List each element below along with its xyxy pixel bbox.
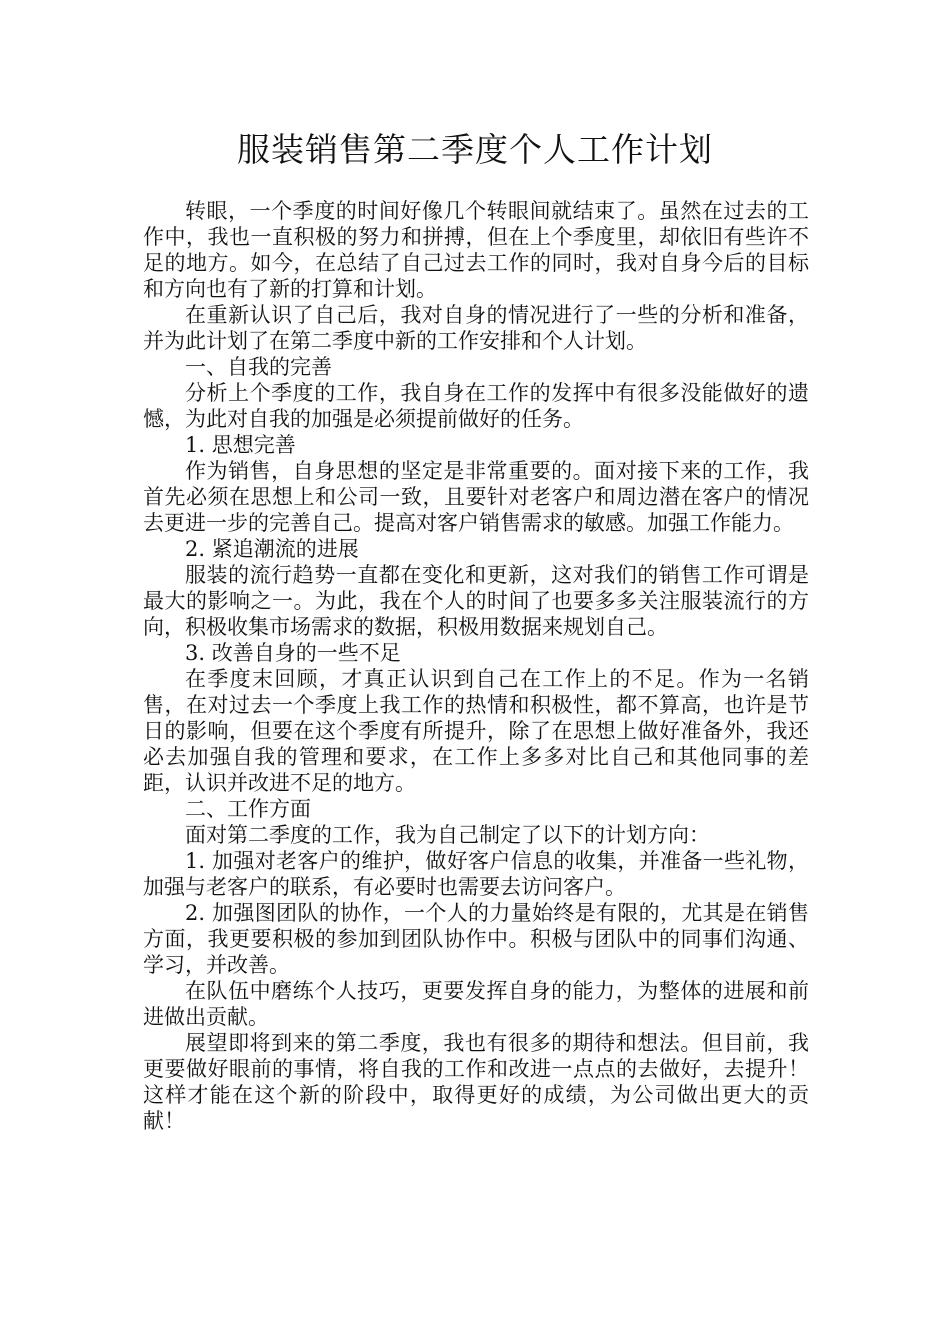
subheading-trends: 2. 紧追潮流的进展 bbox=[185, 537, 359, 561]
list-item-customer-care: 1. 加强对老客户的维护，做好客户信息的收集，并准备一些礼物，加强与老客户的联系，有必要时也需要去访问客户。 bbox=[143, 849, 809, 899]
section-heading-work: 二、工作方面 bbox=[185, 797, 311, 821]
paragraph-trends: 服装的流行趋势一直都在变化和更新，这对我们的销售工作可谓是最大的影响之一。为此，我在个人的时间了也要多多关注服装流行的方向，积极收集市场需求的数据，积极用数据来规划自己。 bbox=[143, 563, 809, 639]
document-title: 服装销售第二季度个人工作计划 bbox=[237, 130, 713, 169]
paragraph-team-contribution: 在队伍中磨练个人技巧，更要发挥自身的能力，为整体的进展和前进做出贡献。 bbox=[143, 979, 809, 1029]
paragraph-intro: 转眼，一个季度的时间好像几个转眼间就结束了。虽然在过去的工作中，我也一直积极的努力和拼搏，但在上个季度里，却依旧有些许不足的地方。如今，在总结了自己过去工作的同时，我对自身今后的目标和方向也有了新的打算和计划。 bbox=[143, 199, 809, 301]
paragraph-outlook: 展望即将到来的第二季度，我也有很多的期待和想法。但目前，我更要做好眼前的事情，将自我的工作和改进一点点的去做好，去提升！这样才能在这个新的阶段中，取得更好的成绩，为公司做出更大的贡献！ bbox=[143, 1031, 809, 1133]
list-item-teamwork: 2. 加强图团队的协作，一个人的力量始终是有限的，尤其是在销售方面，我更要积极的参加到团队协作中。积极与团队中的同事们沟通、学习，并改善。 bbox=[143, 901, 809, 977]
document-body bbox=[143, 198, 809, 1134]
paragraph-plan-intro: 面对第二季度的工作，我为自己制定了以下的计划方向： bbox=[185, 823, 710, 847]
section-heading-self-improvement: 一、自我的完善 bbox=[185, 355, 332, 379]
subheading-mindset: 1. 思想完善 bbox=[185, 433, 296, 457]
paragraph-self-analysis: 分析上个季度的工作，我自身在工作的发挥中有很多没能做好的遗憾，为此对自我的加强是必须提前做好的任务。 bbox=[143, 381, 809, 431]
paragraph-shortcomings: 在季度末回顾，才真正认识到自己在工作上的不足。作为一名销售，在对过去一个季度上我工作的热情和积极性，都不算高，也许是节日的影响，但要在这个季度有所提升，除了在思想上做好准备外，我还必去加强自我的管理和要求，在工作上多多对比自己和其他同事的差距，认识并改进不足的地方。 bbox=[143, 667, 809, 795]
paragraph-mindset: 作为销售，自身思想的坚定是非常重要的。面对接下来的工作，我首先必须在思想上和公司一致，且要针对老客户和周边潜在客户的情况去更进一步的完善自己。提高对客户销售需求的敏感。加强工作能力。 bbox=[143, 459, 809, 535]
subheading-shortcomings: 3. 改善自身的一些不足 bbox=[185, 641, 401, 665]
paragraph-preparation: 在重新认识了自己后，我对自身的情况进行了一些的分析和准备，并为此计划了在第二季度中新的工作安排和个人计划。 bbox=[143, 303, 809, 353]
